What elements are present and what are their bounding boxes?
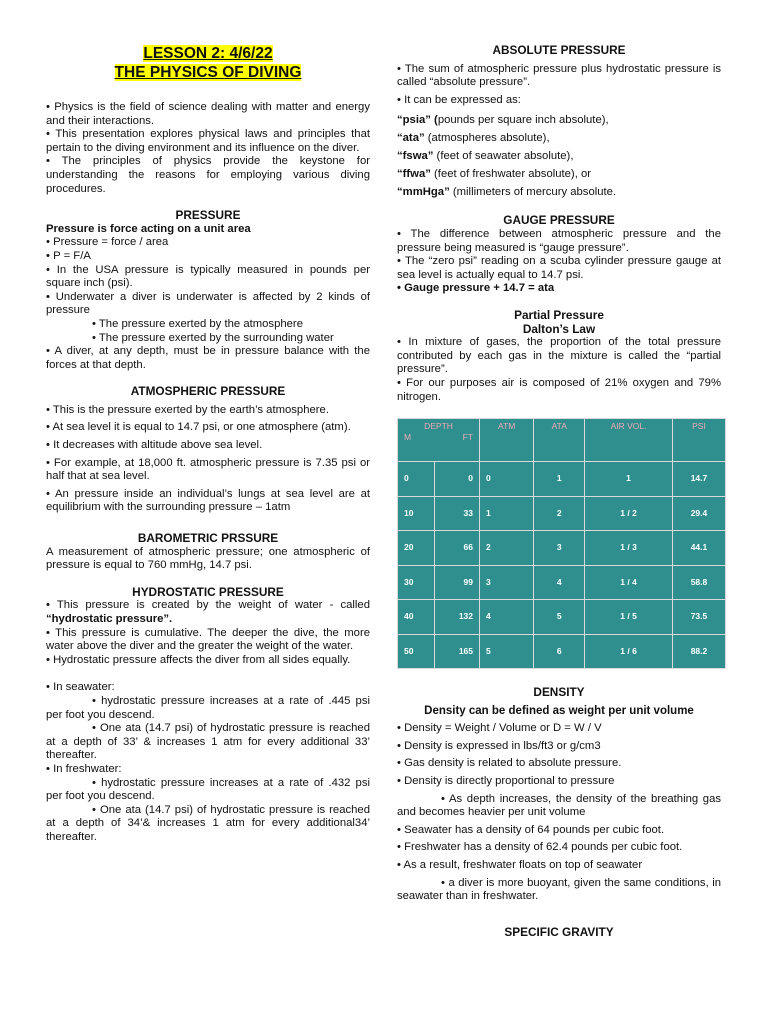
psi-cell: 14.7 [672, 462, 725, 497]
depth-subheaders [402, 432, 475, 443]
ft-cell: 0 [435, 462, 480, 497]
absolute-heading: ABSOLUTE PRESSURE [492, 43, 626, 57]
partial-section [397, 309, 721, 404]
density-item: • Gas density is related to absolute pressure. [397, 757, 622, 770]
ata-cell: 1 [534, 462, 585, 497]
density-item: • Density is expressed in lbs/ft3 or g/cm3 [397, 739, 601, 752]
density-subitem: • As depth increases, the density of the breathing gas and becomes heavier per unit volume [397, 792, 721, 819]
atm-cell: 4 [480, 600, 534, 635]
ata-cell: 2 [534, 496, 585, 531]
gauge-item: • The difference between atmospheric pressure and the pressure being measured is “gauge pressure”. [397, 227, 721, 254]
unit-term: “mmHga” [397, 186, 450, 199]
m-header: M [404, 432, 412, 443]
air-vol-cell: 1 [585, 462, 673, 497]
unit-desc: (atmospheres absolute), [424, 132, 550, 145]
ft-cell: 165 [435, 634, 480, 669]
partial-heading: Partial Pressure [514, 307, 604, 322]
absolute-unit [397, 111, 721, 129]
atm-cell: 3 [480, 565, 534, 600]
seawater-item: • One ata (14.7 psi) of hydrostatic pressure is reached at a depth of 33’ & increases 1 atm for every additional 33’ thereafter. [46, 722, 370, 762]
depth-header-label: DEPTH [424, 421, 453, 432]
gauge-section [397, 214, 721, 296]
ft-cell: 66 [435, 531, 480, 566]
table-row [398, 531, 726, 566]
gauge-formula: • Gauge pressure + 14.7 = ata [397, 282, 555, 295]
atm-cell: 2 [480, 531, 534, 566]
left-column [46, 0, 370, 845]
specific-gravity-heading: SPECIFIC GRAVITY [504, 924, 614, 939]
barometric-text: A measurement of atmospheric pressure; one atmospheric of pressure is equal to 760 mmHg, 14.7 psi. [46, 545, 370, 572]
absolute-unit [397, 165, 721, 183]
air-vol-cell: 1 / 5 [585, 600, 673, 635]
hydrostatic-item: • This pressure is cumulative. The deeper the dive, the more water above the diver and the greater the weight of the water. [46, 626, 370, 653]
air-vol-cell: 1 / 4 [585, 565, 673, 600]
seawater-label: • In seawater: [46, 681, 115, 694]
atm-header: ATM [480, 419, 534, 462]
atmospheric-section [46, 385, 370, 515]
absolute-item: • The sum of atmospheric pressure plus hydrostatic pressure is called “absolute pressure”. [397, 62, 721, 89]
psi-cell: 58.8 [672, 565, 725, 600]
hydrostatic-section [46, 586, 370, 845]
ft-cell: 132 [435, 600, 480, 635]
atmospheric-item: • An pressure inside an individual’s lungs at sea level are at equilibrium with the surrounding pressure – 1atm [46, 487, 370, 514]
atmospheric-item: • This is the pressure exerted by the earth’s atmosphere. [46, 403, 329, 416]
table-row [398, 600, 726, 635]
pressure-item: • A diver, at any depth, must be in pressure balance with the forces at that depth. [46, 345, 370, 371]
unit-desc: (millimeters of mercury absolute. [449, 186, 617, 199]
atm-cell: 1 [480, 496, 534, 531]
atmospheric-item: • For example, at 18,000 ft. atmospheric pressure is 7.35 psi or half that at sea level. [46, 456, 370, 483]
m-cell: 10 [398, 496, 435, 531]
pressure-depth-table [397, 418, 726, 669]
absolute-item: • It can be expressed as: [397, 93, 521, 106]
psi-cell: 88.2 [672, 634, 725, 669]
ata-cell: 6 [534, 634, 585, 669]
m-cell: 50 [398, 634, 435, 669]
density-item: • Seawater has a density of 64 pounds per cubic foot. [397, 823, 665, 836]
m-cell: 0 [398, 462, 435, 497]
density-item: • Density is directly proportional to pressure [397, 775, 615, 788]
pressure-item: • P = F/A [46, 249, 91, 262]
unit-desc: pounds per square inch absolute), [437, 114, 609, 127]
atm-cell: 0 [480, 462, 534, 497]
pressure-section [46, 209, 370, 372]
density-item: • Density = Weight / Volume or D = W / V [397, 722, 602, 735]
seawater-item: • hydrostatic pressure increases at a rate of .445 psi per foot you descend. [46, 694, 370, 721]
partial-item: • For our purposes air is composed of 21% oxygen and 79% nitrogen. [397, 376, 721, 403]
ft-cell: 33 [435, 496, 480, 531]
intro-item: • This presentation explores physical laws and principles that pertain to the diving environment and its influence on the diver. [46, 128, 370, 154]
table-row [398, 634, 726, 669]
air-vol-cell: 1 / 6 [585, 634, 673, 669]
gauge-heading: GAUGE PRESSURE [503, 213, 615, 228]
density-definition: Density can be defined as weight per unit volume [424, 704, 694, 717]
absolute-unit [397, 129, 721, 147]
air-vol-header: AIR VOL. [585, 419, 673, 462]
hydrostatic-heading: HYDROSTATIC PRESSURE [132, 584, 284, 599]
freshwater-item: • hydrostatic pressure increases at a rate of .432 psi per foot you descend. [46, 776, 370, 803]
m-cell: 40 [398, 600, 435, 635]
table-row [398, 496, 726, 531]
density-subitem: • a diver is more buoyant, given the same conditions, in seawater than in freshwater. [397, 876, 721, 903]
right-column [397, 0, 721, 939]
density-item: • Freshwater has a density of 62.4 pounds per cubic foot. [397, 841, 683, 854]
m-cell: 30 [398, 565, 435, 600]
unit-term: “ffwa” [397, 168, 431, 181]
pressure-item: • In the USA pressure is typically measured in pounds per square inch (psi). [46, 263, 370, 290]
daltons-law-heading: Dalton’s Law [522, 321, 596, 336]
air-vol-cell: 1 / 2 [585, 496, 673, 531]
atmospheric-item: • It decreases with altitude above sea level. [46, 439, 263, 452]
intro-item: • Physics is the field of science dealing with matter and energy and their interactions. [46, 101, 370, 127]
freshwater-label: • In freshwater: [46, 762, 122, 775]
pressure-definition: Pressure is force acting on a unit area [46, 222, 251, 235]
hydrostatic-item: • Hydrostatic pressure affects the diver from all sides equally. [46, 653, 351, 666]
density-section [397, 686, 721, 904]
psi-header: PSI [672, 419, 725, 462]
intro-item: • The principles of physics provide the keystone for understanding the reasons for employing various diving procedures. [46, 155, 370, 195]
unit-term: “psia” ( [397, 114, 438, 127]
atmospheric-item: • At sea level it is equal to 14.7 psi, or one atmosphere (atm). [46, 421, 351, 434]
gauge-item: • The “zero psi” reading on a scuba cylinder pressure gauge at sea level is actually equal to 14.7 psi. [397, 255, 721, 281]
ft-header: FT [462, 432, 473, 443]
unit-desc: (feet of seawater absolute), [433, 150, 574, 163]
specific-gravity-section [397, 926, 721, 940]
ft-cell: 99 [435, 565, 480, 600]
pressure-table-wrap [397, 418, 721, 669]
hydrostatic-term: “hydrostatic pressure”. [46, 613, 173, 625]
unit-term: “fswa” [397, 150, 434, 163]
table-row [398, 565, 726, 600]
absolute-unit [397, 147, 721, 165]
atm-cell: 5 [480, 634, 534, 669]
hydrostatic-item [46, 599, 370, 626]
freshwater-item: • One ata (14.7 psi) of hydrostatic pressure is reached at a depth of 34’& increases 1 atm for every additional34’ thereafter. [46, 803, 370, 843]
density-item: • As a result, freshwater floats on top of seawater [397, 859, 643, 872]
pressure-subitem: • The pressure exerted by the surrounding water [92, 331, 334, 344]
table-row [398, 462, 726, 497]
lesson-title [46, 44, 370, 82]
absolute-unit [397, 183, 721, 201]
lesson-date-title: LESSON 2: 4/6/22 [143, 45, 273, 62]
depth-header [398, 419, 480, 462]
psi-cell: 44.1 [672, 531, 725, 566]
lesson-subject-title: THE PHYSICS OF DIVING [114, 64, 302, 81]
ata-cell: 5 [534, 600, 585, 635]
m-cell: 20 [398, 531, 435, 566]
pressure-item: • Pressure = force / area [46, 236, 169, 249]
hydrostatic-item-text: • This pressure is created by the weight of water - called [46, 599, 370, 612]
barometric-heading: BAROMETRIC PRSSURE [137, 531, 279, 546]
air-vol-cell: 1 / 3 [585, 531, 673, 566]
unit-term: “ata” [397, 132, 425, 145]
ata-header: ATA [534, 419, 585, 462]
density-heading: DENSITY [533, 685, 585, 700]
pressure-item: • Underwater a diver is underwater is affected by 2 kinds of pressure [46, 290, 370, 317]
intro-section [46, 101, 370, 196]
psi-cell: 73.5 [672, 600, 725, 635]
barometric-section [46, 532, 370, 573]
pressure-heading: PRESSURE [175, 208, 241, 223]
atmospheric-heading: ATMOSPHERIC PRESSURE [130, 384, 286, 399]
ata-cell: 3 [534, 531, 585, 566]
unit-desc: (feet of freshwater absolute), or [430, 168, 592, 181]
partial-item: • In mixture of gases, the proportion of the total pressure contributed by each gas in the mixture is called the “partial pressure”. [397, 336, 721, 376]
ata-cell: 4 [534, 565, 585, 600]
absolute-section [397, 44, 721, 201]
table-header-row [398, 419, 726, 462]
pressure-subitem: • The pressure exerted by the atmosphere [92, 317, 303, 330]
psi-cell: 29.4 [672, 496, 725, 531]
